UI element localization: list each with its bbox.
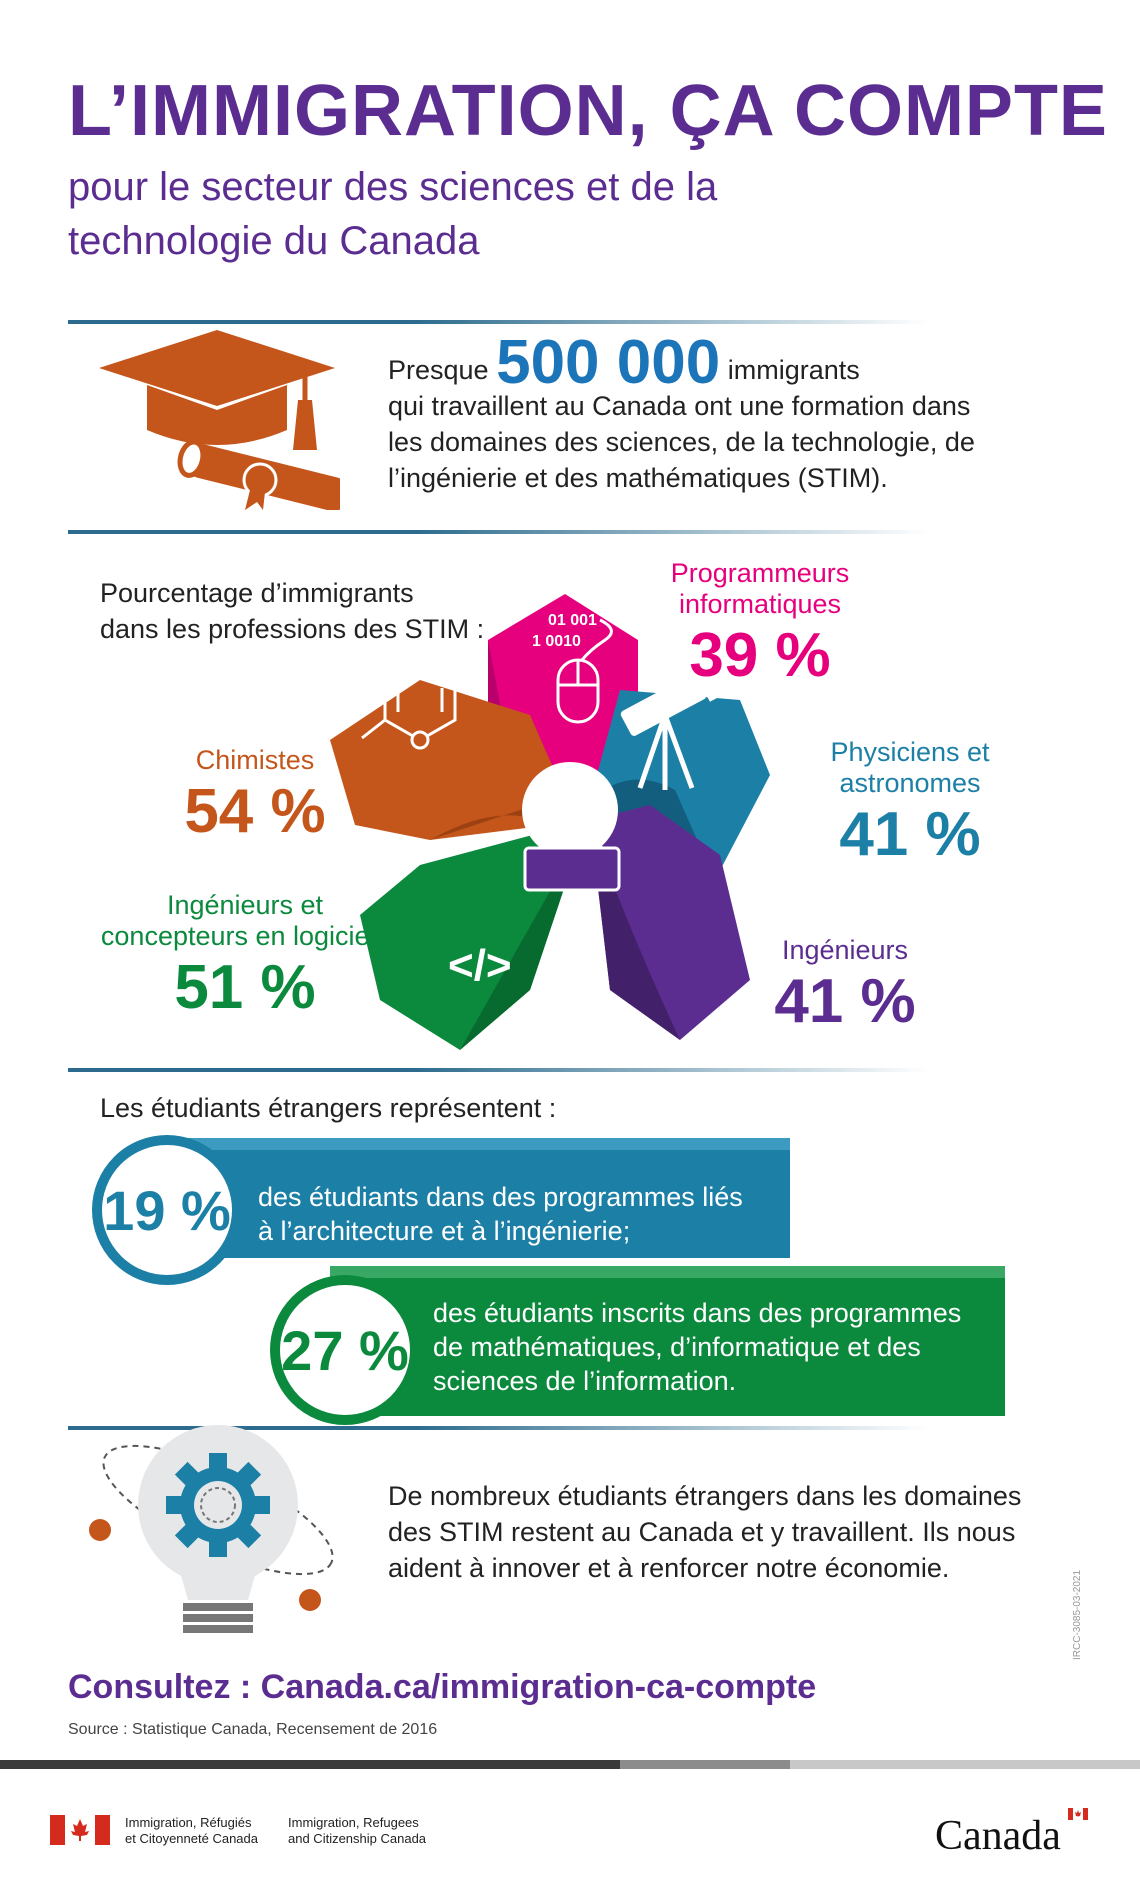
architecture-band	[150, 1138, 790, 1258]
heading-line-1: Pourcentage d’immigrants	[100, 578, 414, 608]
subtitle-line-2: technologie du Canada	[68, 219, 480, 263]
molecule-letter: N	[413, 651, 428, 673]
architecture-line-2: à l’architecture et à l’ingénierie;	[258, 1216, 631, 1246]
footer-stripe	[0, 1760, 1140, 1769]
innovation-line-3: aident à innover et à renforcer notre économie.	[388, 1553, 950, 1583]
stat-line-3: les domaines des sciences, de la technologie, de	[388, 427, 975, 457]
heading-line-2: dans les professions des STIM :	[100, 614, 485, 644]
source-note: Source : Statistique Canada, Recensement de 2016	[68, 1721, 438, 1738]
stem-immigrants-stat	[388, 328, 1028, 496]
innovation-lightbulb-icon	[88, 1415, 348, 1645]
chemists-value: 54 %	[184, 777, 326, 846]
math-line-3: sciences de l’information.	[433, 1366, 737, 1396]
stat-number: 500 000	[496, 328, 721, 397]
consult-link[interactable]: Consultez : Canada.ca/immigration-ca-compte	[68, 1668, 817, 1706]
page-subtitle	[68, 160, 868, 268]
programmers-label-2: informatiques	[678, 589, 842, 619]
programmers-value: 39 %	[689, 621, 831, 690]
catalog-number: IRCC-3085-03-2021	[1072, 1569, 1083, 1660]
department-fr-line-2: et Citoyenneté Canada	[125, 1831, 258, 1846]
stat-engineers	[750, 935, 940, 1037]
department-fr-line-1: Immigration, Réfugiés	[125, 1815, 252, 1830]
stat-prefix: Presque	[388, 355, 489, 385]
department-name-en	[288, 1815, 426, 1847]
engineers-value: 41 %	[774, 967, 916, 1036]
software-label-1: Ingénieurs et	[166, 890, 324, 920]
stat-software	[90, 890, 400, 1023]
architecture-text	[258, 1180, 743, 1248]
stat-line-2: qui travaillent au Canada ont une formation dans	[388, 391, 971, 421]
students-heading: Les étudiants étrangers représentent :	[100, 1093, 557, 1123]
binary-line-2: 1 0010	[532, 633, 581, 650]
physicists-label-1: Physiciens et	[830, 737, 990, 767]
department-name-fr	[125, 1815, 258, 1847]
divider	[68, 1068, 928, 1072]
physicists-value: 41 %	[839, 800, 981, 869]
software-value: 51 %	[174, 953, 316, 1022]
innovation-line-2: des STIM restent au Canada et y travaillent. Ils nous	[388, 1517, 1016, 1547]
page-title: L’IMMIGRATION, ÇA COMPTE	[68, 71, 1108, 151]
stat-physicists	[810, 737, 1010, 870]
software-label-2: concepteurs en logiciels	[100, 921, 390, 951]
subtitle-line-1: pour le secteur des sciences et de la	[68, 165, 718, 209]
math-line-1: des étudiants inscrits dans des programmes	[433, 1298, 962, 1328]
wordmark-flag-icon	[1068, 1808, 1088, 1820]
stat-programmers	[640, 558, 880, 691]
graduation-cap-icon	[95, 330, 340, 510]
stat-suffix: immigrants	[727, 355, 860, 385]
chemists-label: Chimistes	[195, 745, 315, 775]
canada-wordmark: Canada	[935, 1813, 1061, 1859]
innovation-line-1: De nombreux étudiants étrangers dans les domaines	[388, 1481, 1022, 1511]
physicists-label-2: astronomes	[839, 768, 981, 798]
math-percent: 27 %	[270, 1275, 420, 1425]
canada-flag-icon	[50, 1815, 110, 1845]
programmers-label-1: Programmeurs	[670, 558, 850, 588]
divider	[68, 320, 928, 324]
code-icon: </>	[448, 941, 512, 990]
stat-line-4: l’ingénierie et des mathématiques (STIM).	[388, 463, 888, 493]
engineers-label: Ingénieurs	[781, 935, 909, 965]
architecture-percent: 19 %	[92, 1135, 242, 1285]
math-text	[433, 1296, 961, 1398]
stat-line-1	[388, 328, 1028, 397]
stat-chemists	[170, 745, 340, 847]
math-band	[330, 1266, 1005, 1416]
department-en-line-2: and Citizenship Canada	[288, 1831, 427, 1846]
math-line-2: de mathématiques, d’informatique et des	[433, 1332, 921, 1362]
gear-icon	[166, 1453, 270, 1557]
architecture-line-1: des étudiants dans des programmes liés	[258, 1182, 743, 1212]
binary-line-1: 01 001	[548, 612, 597, 629]
divider	[68, 530, 928, 534]
innovation-text	[388, 1478, 1048, 1586]
department-en-line-1: Immigration, Refugees	[288, 1815, 419, 1830]
